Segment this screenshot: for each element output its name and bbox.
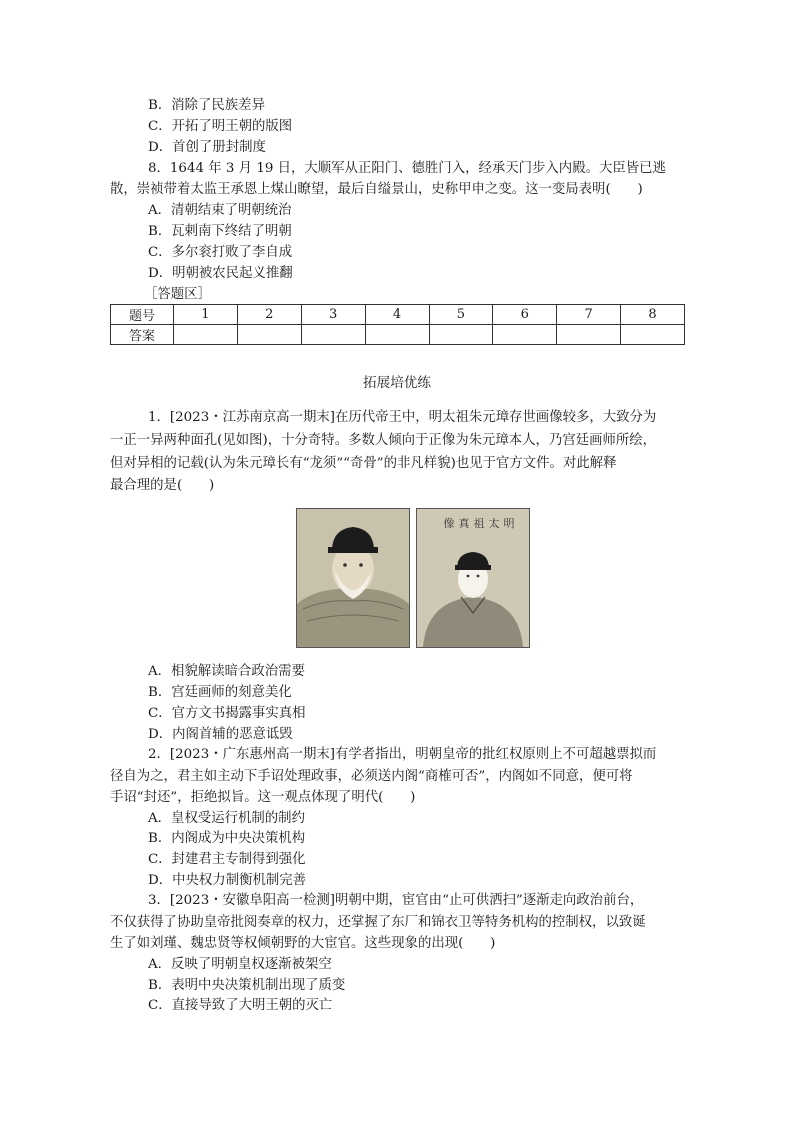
q8-stem-line1: 8．1644 年 3 月 19 日，大顺军从正阳门、德胜门入，经承天门步入内殿。大臣皆已逃 [148, 161, 666, 176]
q8-option-b: B．瓦剌南下终结了明朝 [148, 224, 292, 239]
q1-stem-line1: 1．[2023・江苏南京高一期末]在历代帝王中，明太祖朱元璋存世画像较多，大致分为 [148, 410, 657, 425]
number-cell-3: 3 [301, 305, 365, 325]
q3-option-a: A．反映了明朝皇权逐渐被架空 [148, 957, 332, 972]
answer-table [110, 304, 685, 345]
answer-area-label: ［答题区］ [144, 287, 211, 302]
number-cell-5: 5 [429, 305, 493, 325]
answer-cell-3[interactable] [301, 325, 365, 345]
q1-option-b: B．宫廷画师的刻意美化 [148, 685, 292, 700]
portrait-right-image [416, 508, 530, 648]
q7-option-d: D．首创了册封制度 [148, 140, 266, 155]
number-cell-8: 8 [621, 305, 685, 325]
q2-option-c: C．封建君主专制得到强化 [148, 852, 306, 867]
portrait-right-caption: 像真祖太明 [443, 517, 519, 530]
answer-table-number-row [111, 305, 685, 325]
answer-cell-6[interactable] [493, 325, 557, 345]
number-cell-6: 6 [493, 305, 557, 325]
answer-cell-2[interactable] [237, 325, 301, 345]
number-cell-2: 2 [237, 305, 301, 325]
q1-stem-line4: 最合理的是( ) [110, 478, 215, 493]
portrait-left-image [296, 508, 410, 648]
q1-stem-line2: 一正一异两种面孔(见如图)，十分奇特。多数人倾向于正像为朱元璋本人，乃宫廷画师所绘， [110, 433, 657, 448]
q1-option-c: C．官方文书揭露事实真相 [148, 706, 306, 721]
q8-option-a: A．清朝结束了明朝统治 [148, 203, 292, 218]
q7-option-c: C．开拓了明王朝的版图 [148, 119, 293, 134]
q1-option-d: D．内阁首辅的恶意诋毁 [148, 727, 293, 742]
q1-stem-line3: 但对异相的记载(认为朱元璋长有“龙须”“奇骨”的非凡样貌)也见于官方文件。对此解释 [110, 456, 617, 471]
number-row-header: 题号 [111, 305, 174, 325]
q2-stem-line1: 2．[2023・广东惠州高一期末]有学者指出，明朝皇帝的批红权原则上不可超越票拟而 [148, 747, 657, 762]
answer-table-answer-row [111, 325, 685, 345]
q3-stem-line3: 生了如刘瑾、魏忠贤等权倾朝野的大宦官。这些现象的出现( ) [110, 936, 496, 951]
number-cell-4: 4 [365, 305, 429, 325]
number-cell-7: 7 [557, 305, 621, 325]
answer-cell-1[interactable] [174, 325, 238, 345]
q7-option-b: B．消除了民族差异 [148, 98, 265, 113]
q8-option-c: C．多尔衮打败了李自成 [148, 245, 293, 260]
answer-cell-8[interactable] [621, 325, 685, 345]
answer-row-header: 答案 [111, 325, 174, 345]
section-title: 拓展培优练 [363, 375, 431, 391]
q3-option-c: C．直接导致了大明王朝的灭亡 [148, 998, 333, 1013]
answer-cell-7[interactable] [557, 325, 621, 345]
answer-cell-5[interactable] [429, 325, 493, 345]
q2-option-a: A．皇权受运行机制的制约 [148, 811, 305, 826]
q3-stem-line2: 不仅获得了协助皇帝批阅奏章的权力，还掌握了东厂和锦衣卫等特务机构的控制权，以致诞 [110, 915, 646, 930]
number-cell-1: 1 [174, 305, 238, 325]
q2-option-d: D．中央权力制衡机制完善 [148, 873, 307, 888]
answer-cell-4[interactable] [365, 325, 429, 345]
q8-option-d: D．明朝被农民起义推翻 [148, 266, 293, 281]
q2-stem-line2: 径自为之，君主如主动下手诏处理政事，必须送内阁“商榷可否”，内阁如不同意，便可将 [110, 769, 633, 784]
q3-stem-line1: 3．[2023・安徽阜阳高一检测]明朝中期，宦官由“止可供洒扫”逐渐走向政治前台， [148, 893, 644, 908]
q3-option-b: B．表明中央决策机制出现了质变 [148, 978, 346, 993]
q2-option-b: B．内阁成为中央决策机构 [148, 831, 306, 846]
q8-stem-line2: 散，崇祯带着太监王承恩上煤山瞭望，最后自缢景山，史称甲申之变。这一变局表明( ) [110, 182, 643, 197]
q2-stem-line3: 手诏“封还”，拒绝拟旨。这一观点体现了明代( ) [110, 790, 416, 805]
portrait-left-drawing [297, 509, 409, 647]
q1-option-a: A．相貌解读暗合政治需要 [148, 664, 305, 679]
